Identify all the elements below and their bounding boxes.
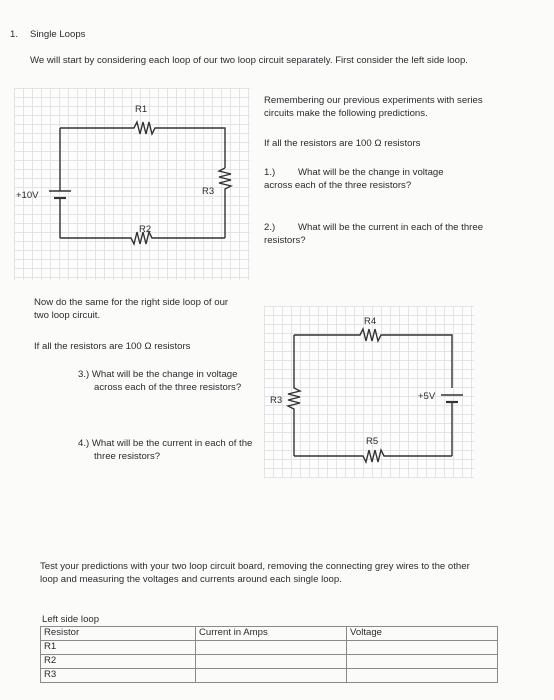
cell-voltage-r3[interactable] xyxy=(347,669,498,683)
label-r5: R5 xyxy=(366,436,379,447)
question-4: 4.) What will be the current in each of the three resistors? xyxy=(78,438,253,462)
left-circuit-diagram xyxy=(14,88,250,280)
remember-paragraph: Remembering our previous experiments with series circuits make the following predictions. xyxy=(264,95,483,119)
left-loop-table xyxy=(40,626,498,683)
question-3: 3.) What will be the change in voltage across each of the three resistors? xyxy=(78,369,242,393)
section-title: Single Loops xyxy=(30,29,86,40)
assumption-right: If all the resistors are 100 Ω resistors xyxy=(264,138,421,149)
left-circuit-grid xyxy=(14,88,250,280)
label-r2: R2 xyxy=(139,224,152,235)
table-caption: Left side loop xyxy=(42,614,100,625)
label-r4: R4 xyxy=(364,316,377,327)
label-r1: R1 xyxy=(135,104,148,115)
cell-current-r3[interactable] xyxy=(196,669,347,683)
table-header-row xyxy=(41,627,498,641)
table-row xyxy=(41,655,498,669)
section-number: 1. xyxy=(10,29,19,40)
label-r3: R3 xyxy=(202,186,215,197)
header-resistor: Resistor xyxy=(41,627,196,641)
q1-number: 1.) xyxy=(264,167,276,178)
intro-paragraph: We will start by considering each loop of our two loop circuit separately. First consider the left side loop. xyxy=(30,55,468,66)
cell-current-r2[interactable] xyxy=(196,655,347,669)
label-voltage-right: +5V xyxy=(418,391,436,402)
row-label-r3: R3 xyxy=(41,669,196,683)
header-voltage: Voltage xyxy=(347,627,498,641)
question-1: What will be the change in voltage across each of the three resistors? xyxy=(264,167,444,191)
cell-current-r1[interactable] xyxy=(196,641,347,655)
right-circuit-grid xyxy=(264,306,474,478)
header-current: Current in Amps xyxy=(196,627,347,641)
assumption-left: If all the resistors are 100 Ω resistors xyxy=(34,341,191,352)
table-row xyxy=(41,641,498,655)
q2-number: 2.) xyxy=(264,222,276,233)
label-voltage-left: +10V xyxy=(16,190,39,201)
right-circuit-diagram xyxy=(264,306,474,478)
question-2: What will be the current in each of the three resistors? xyxy=(264,222,484,246)
table-row xyxy=(41,669,498,683)
now-paragraph: Now do the same for the right side loop of our two loop circuit. xyxy=(34,297,229,321)
test-paragraph: Test your predictions with your two loop circuit board, removing the connecting grey wires to the other loop and measuring the voltages and currents around each single loop. xyxy=(40,561,470,585)
row-label-r1: R1 xyxy=(41,641,196,655)
cell-voltage-r1[interactable] xyxy=(347,641,498,655)
row-label-r2: R2 xyxy=(41,655,196,669)
cell-voltage-r2[interactable] xyxy=(347,655,498,669)
label-r3-right: R3 xyxy=(270,395,283,406)
